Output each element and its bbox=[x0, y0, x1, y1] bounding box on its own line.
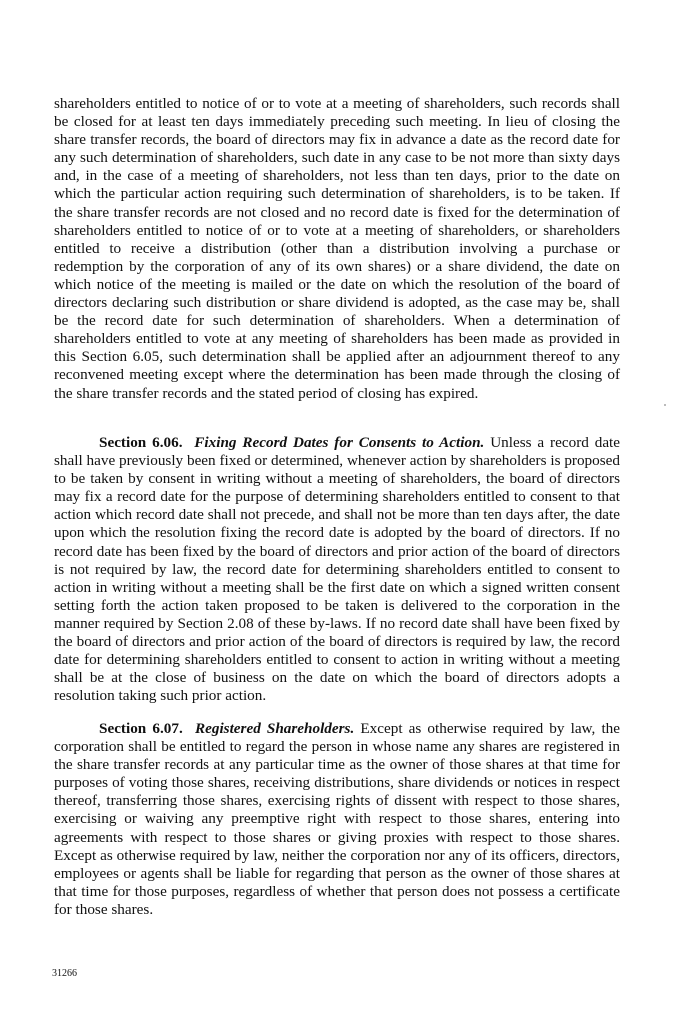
scan-speck bbox=[664, 404, 666, 406]
section-6-07-text: Except as otherwise required by law, the corporation shall be entitled to regard the person in whose name any shares are registered in the share transfer records at any particular time as the owner of those shares at that time for purposes of voting those shares, receiving distributions, share dividends or notices in respect thereof, transferring those shares, exercising rights of dissent with respect to those shares, exercising or waiving any preemptive right with respect to those shares, entering into agreements with respect to those shares or giving proxies with respect to those shares. Except as otherwise required by law, neither the corporation nor any of its officers, directors, employees or agents shall be liable for regarding that person as the owner of those shares at that time for those purposes, regardless of whether that person does not possess a certificate for those shares. bbox=[54, 720, 621, 918]
section-6-07-paragraph bbox=[54, 720, 620, 919]
section-6-06-text: Unless a record date shall have previously been fixed or determined, whenever action by shareholders is proposed to be taken by consent in writing without a meeting of shareholders, the board of directors may fix a record date for the purpose of determining shareholders entitled to consent to that action which record date shall not precede, and shall not be more than ten days after, the date upon which the resolution fixing the record date is adopted by the board of directors. If no record date has been fixed by the board of directors and prior action of the board of directors is not required by law, the record date for determining shareholders entitled to consent to action in writing without a meeting shall be the first date on which a signed written consent setting forth the action taken proposed to be taken is delivered to the corporation in the manner required by Section 2.08 of these by-laws. If no record date shall have been fixed by the board of directors and prior action of the board of directors is required by law, the record date for determining shareholders entitled to consent to action in writing without a meeting shall be at the close of business on the date on which the board of directors adopts a resolution taking such prior action. bbox=[54, 434, 621, 705]
document-footer-code: 31266 bbox=[52, 968, 77, 979]
continuation-paragraph: shareholders entitled to notice of or to vote at a meeting of shareholders, such records shall be closed for at least ten days immediately preceding such meeting. In lieu of closing the share transfer records, the board of directors may fix in advance a date as the record date for any such determination of shareholders, such date in any case to be not more than sixty days and, in the case of a meeting of shareholders, not less than ten days, prior to the date on which the particular action requiring such determination of shareholders, is to be taken. If the share transfer records are not closed and no record date is fixed for the determination of shareholders entitled to notice of or to vote at a meeting of shareholders, or shareholders entitled to receive a distribution (other than a distribution involving a purchase or redemption by the corporation of any of its own shares) or a share dividend, the date on which notice of the meeting is mailed or the date on which the resolution of the board of directors declaring such distribution or share dividend is adopted, as the case may be, shall be the record date for such determination of shareholders. When a determination of shareholders entitled to vote at any meeting of shareholders has been made as provided in this Section 6.05, such determination shall be applied after an adjournment thereof to any reconvened meeting except where the determination has been made through the closing of the share transfer records and the stated period of closing has expired. bbox=[54, 95, 620, 402]
section-6-06-paragraph bbox=[54, 434, 620, 705]
section-6-07-title: Registered Shareholders. bbox=[194, 720, 355, 737]
section-6-06-number: Section 6.06. bbox=[99, 434, 183, 451]
section-6-06-title: Fixing Record Dates for Consents to Action. bbox=[194, 434, 485, 451]
section-6-07-number: Section 6.07. bbox=[99, 720, 183, 737]
